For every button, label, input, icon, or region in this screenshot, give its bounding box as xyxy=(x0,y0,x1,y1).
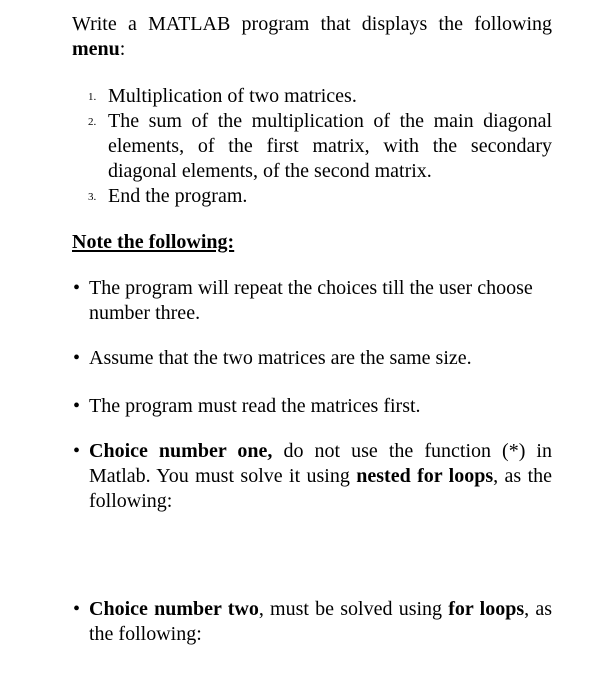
bullet-item-5 xyxy=(72,597,552,647)
menu-item-text: Multiplication of two matrices. xyxy=(108,85,357,107)
intro-text: Write a MATLAB program that displays the following xyxy=(72,13,552,35)
menu-item-3 xyxy=(88,184,552,209)
bullet-item-3 xyxy=(72,394,552,419)
bullet-text-tail: , as the following: xyxy=(89,465,553,512)
menu-item-text: The sum of the multiplication of the main diagonal elements, of the first matrix, with the secondary diagonal elements, of the second matrix. xyxy=(108,110,552,182)
intro-bold-menu: menu xyxy=(72,38,120,60)
menu-item-2 xyxy=(88,109,552,184)
bullet-text: The program will repeat the choices till the user choose number three. xyxy=(89,277,533,324)
bullet-item-4 xyxy=(72,439,552,514)
bullet-text: , must be solved using xyxy=(258,598,449,620)
note-heading: Note the following: xyxy=(72,231,235,253)
menu-item-number: 2. xyxy=(88,116,97,128)
bullet-dot-icon: • xyxy=(73,598,81,620)
intro-tail: : xyxy=(119,38,126,60)
bullet-text: Assume that the two matrices are the same size. xyxy=(89,347,472,369)
bullet-dot-icon: • xyxy=(73,277,81,299)
menu-item-number: 1. xyxy=(88,91,97,103)
bullet-text-tail: , as the following: xyxy=(89,598,553,645)
bullet-dot-icon: • xyxy=(73,395,81,417)
menu-item-text: End the program. xyxy=(108,185,248,207)
bullet-bold-lead: Choice number two xyxy=(89,598,259,620)
bullet-text: The program must read the matrices first. xyxy=(89,395,421,417)
bullet-dot-icon: • xyxy=(73,440,81,462)
bullet-bold-mid: nested for loops xyxy=(356,465,494,487)
bullet-dot-icon: • xyxy=(73,347,81,369)
bullet-item-1 xyxy=(72,276,552,326)
menu-item-1 xyxy=(88,84,552,109)
menu-item-number: 3. xyxy=(88,191,97,203)
bullet-text: do not use the function (*) in Matlab. You must solve it using xyxy=(89,440,552,487)
bullet-item-2 xyxy=(72,346,552,371)
bullet-bold-lead: Choice number one, xyxy=(89,440,273,462)
bullet-bold-mid: for loops xyxy=(448,598,525,620)
intro-paragraph xyxy=(72,12,552,62)
